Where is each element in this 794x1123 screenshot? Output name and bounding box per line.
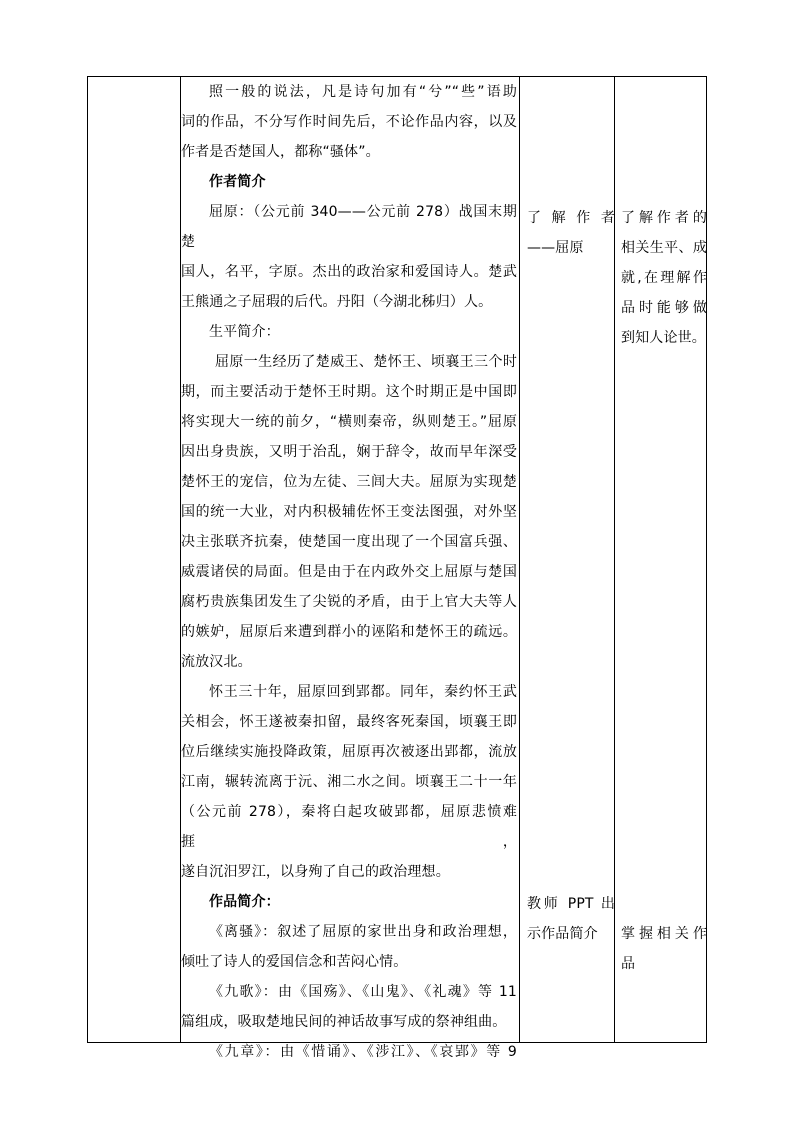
life-line: 期，而主要活动于楚怀王时期。这个时期正是中国即 xyxy=(181,384,517,400)
life-line: 威震诸侯的局面。但是由于在内政外交上屈原与楚国 xyxy=(181,564,517,580)
works-line: 篇组成，吸取楚地民间的神话故事写成的祭神组曲。 xyxy=(181,1014,507,1030)
works-line: 《九章》：由《惜诵》、《涉江》、《哀郢》等 9 xyxy=(209,1044,517,1060)
goal-author-line: 了解作者的 xyxy=(621,210,707,226)
life-line: 关相会，怀王遂被秦扣留，最终客死秦国，顷襄王即 xyxy=(181,714,517,730)
works-line: 《九歌》：由《国殇》、《山鬼》、《礼魂》等 11 xyxy=(209,984,517,1000)
life-line: 江南，辗转流离于沅、湘二水之间。顷襄王二十一年 xyxy=(181,774,517,790)
life-line: 楚怀王的宠信，位为左徒、三闾大夫。屈原为实现楚 xyxy=(181,474,517,490)
goal-works-line: 掌握相关作 xyxy=(621,926,707,942)
author-heading: 作者简介 xyxy=(209,174,266,190)
life-heading: 生平简介： xyxy=(209,324,280,340)
intro-line: 词的作品，不分写作时间先后，不论作品内容，以及 xyxy=(181,114,517,130)
life-line: 流放汉北。 xyxy=(181,654,252,670)
works-line: 倾吐了诗人的爱国信念和苦闷心情。 xyxy=(181,954,408,970)
life-line: （公元前 278），秦将白起攻破郢都，屈原悲愤难捱， xyxy=(181,804,517,850)
life-line: 的嫉妒，屈原后来遭到群小的诬陷和楚怀王的疏远。 xyxy=(181,624,517,640)
table-divider xyxy=(519,77,520,1042)
goal-author-line: 品时能够做 xyxy=(621,300,707,316)
life-line: 将实现大一统的前夕，“横则秦帝，纵则楚王。”屈原 xyxy=(181,414,517,430)
author-line: 国人，名平，字原。杰出的政治家和爱国诗人。楚武 xyxy=(181,264,517,280)
works-line: 《离骚》：叙述了屈原的家世出身和政治理想， xyxy=(209,924,517,940)
life-line: 位后继续实施投降政策，屈原再次被逐出郢都，流放 xyxy=(181,744,517,760)
activity-works-line: 教师 PPT 出 xyxy=(527,896,615,912)
activity-author-line: 了 解 作 者 xyxy=(527,210,615,226)
life-line: 遂自沉汨罗江，以身殉了自己的政治理想。 xyxy=(181,864,450,880)
goal-author-line: 相关生平、成 xyxy=(621,240,707,256)
goal-author-line: 到知人论世。 xyxy=(621,330,706,346)
intro-line: 照一般的说法，凡是诗句加有“兮”“些”语助 xyxy=(209,84,517,100)
goal-author-line: 就,在理解作 xyxy=(621,270,707,286)
author-line: 屈原：（公元前 340——公元前 278）战国末期楚 xyxy=(181,204,517,250)
goal-works-line: 品 xyxy=(621,956,636,972)
intro-line: 作者是否楚国人，都称“骚体”。 xyxy=(181,144,380,160)
activity-works-line: 示作品简介 xyxy=(527,926,598,942)
activity-author-line: ——屈原 xyxy=(527,240,584,256)
works-heading: 作品简介： xyxy=(209,894,280,910)
life-line: 国的统一大业，对内积极辅佐怀王变法图强，对外坚 xyxy=(181,504,517,520)
author-line: 王熊通之子屈瑕的后代。丹阳（今湖北秭归）人。 xyxy=(181,294,493,310)
life-line: 因出身贵族，又明于治乱，娴于辞令，故而早年深受 xyxy=(181,444,517,460)
life-line: 腐朽贵族集团发生了尖锐的矛盾，由于上官大夫等人 xyxy=(181,594,517,610)
life-line: 屈原一生经历了楚威王、楚怀王、顷襄王三个时 xyxy=(215,354,517,370)
lesson-table xyxy=(87,76,707,1060)
life-line: 怀王三十年，屈原回到郢都。同年，秦约怀王武 xyxy=(209,684,517,700)
life-line: 决主张联齐抗秦，使楚国一度出现了一个国富兵强、 xyxy=(181,534,517,550)
